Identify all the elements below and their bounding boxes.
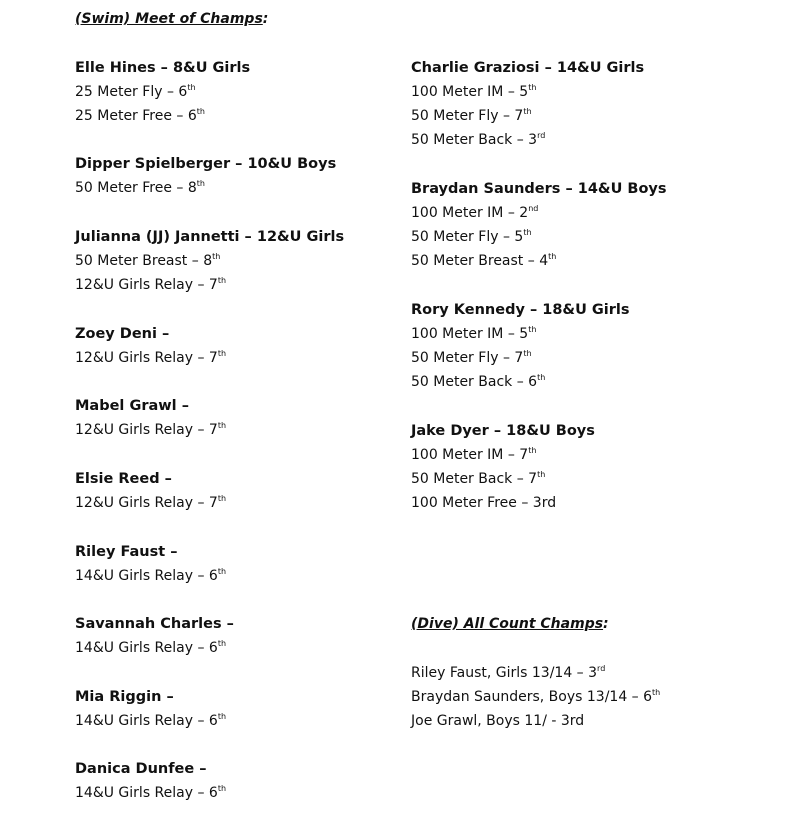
result-line (75, 566, 226, 586)
result-text: 100 Meter IM – 5 (411, 326, 529, 342)
result-text: 50 Meter Free – 8 (75, 180, 197, 196)
result-line (75, 783, 226, 803)
ordinal-suffix: th (196, 179, 206, 188)
dive-title-text: (Dive) All Count Champs (411, 616, 604, 632)
swimmer-heading: Charlie Graziosi – 14&U Girls (411, 60, 645, 76)
ordinal-suffix: th (187, 83, 196, 92)
ordinal-suffix: th (523, 349, 532, 358)
ordinal-suffix: rd (597, 664, 606, 673)
swimmer-heading: Elle Hines – 8&U Girls (75, 60, 251, 76)
ordinal-suffix: th (528, 446, 537, 455)
ordinal-suffix: th (212, 252, 221, 261)
ordinal-suffix: th (548, 252, 557, 261)
result-line (411, 445, 536, 465)
ordinal-suffix: th (528, 325, 537, 334)
result-line (411, 130, 545, 150)
ordinal-suffix: th (217, 276, 227, 285)
dive-section-title (411, 614, 609, 634)
result-text: 14&U Girls Relay – 6 (75, 785, 218, 801)
result-line (75, 251, 220, 271)
result-text: 50 Meter Breast – 4 (411, 253, 549, 269)
result-text: 50 Meter Fly – 7 (411, 108, 524, 124)
result-line (411, 324, 536, 344)
result-line (411, 469, 545, 489)
result-text: 50 Meter Back – 6 (411, 374, 538, 390)
result-line (411, 227, 532, 247)
result-text: 14&U Girls Relay – 6 (75, 568, 218, 584)
ordinal-suffix: th (537, 470, 546, 479)
result-line (75, 178, 205, 198)
result-line (75, 638, 226, 658)
swim-section-title (75, 9, 268, 29)
result-text: 12&U Girls Relay – 7 (75, 422, 218, 438)
result-line (411, 82, 536, 102)
result-text: 100 Meter IM – 5 (411, 84, 529, 100)
result-text: 50 Meter Back – 3 (411, 132, 538, 148)
ordinal-suffix: th (523, 107, 532, 116)
swimmer-heading: Elsie Reed – (75, 471, 172, 487)
ordinal-suffix: th (217, 421, 227, 430)
ordinal-suffix: th (217, 712, 227, 721)
result-text: 100 Meter IM – 2 (411, 205, 529, 221)
result-line (75, 106, 205, 126)
ordinal-suffix: th (217, 567, 227, 576)
swimmer-heading: Dipper Spielberger – 10&U Boys (75, 156, 337, 172)
result-line (75, 82, 196, 102)
result-text: 50 Meter Fly – 5 (411, 229, 524, 245)
result-line (75, 348, 226, 368)
result-text: 50 Meter Breast – 8 (75, 253, 213, 269)
swimmer-heading: Riley Faust – (75, 544, 178, 560)
result-text: 12&U Girls Relay – 7 (75, 277, 218, 293)
swimmer-heading: Savannah Charles – (75, 616, 234, 632)
swimmer-heading: Julianna (JJ) Jannetti – 12&U Girls (75, 229, 345, 245)
result-line (411, 372, 545, 392)
result-text: 12&U Girls Relay – 7 (75, 350, 218, 366)
dive-title-colon: : (603, 616, 609, 632)
result-text: 14&U Girls Relay – 6 (75, 713, 218, 729)
result-text: 25 Meter Free – 6 (75, 108, 197, 124)
result-text: 25 Meter Fly – 6 (75, 84, 188, 100)
result-line (411, 203, 538, 223)
ordinal-suffix: th (523, 228, 532, 237)
result-line (411, 711, 584, 731)
swimmer-heading: Rory Kennedy – 18&U Girls (411, 302, 630, 318)
result-text: Riley Faust, Girls 13/14 – 3 (411, 665, 598, 681)
ordinal-suffix: th (217, 494, 227, 503)
result-line (75, 420, 226, 440)
ordinal-suffix: th (528, 83, 537, 92)
swimmer-heading: Mabel Grawl – (75, 398, 189, 414)
ordinal-suffix: nd (528, 204, 539, 213)
ordinal-suffix: th (537, 373, 546, 382)
ordinal-suffix: th (217, 784, 227, 793)
result-line (411, 106, 532, 126)
ordinal-suffix: th (652, 688, 661, 697)
result-text: 100 Meter Free – 3rd (411, 495, 557, 511)
swimmer-heading: Zoey Deni – (75, 326, 170, 342)
result-text: 50 Meter Fly – 7 (411, 350, 524, 366)
result-text: 50 Meter Back – 7 (411, 471, 538, 487)
result-line (75, 711, 226, 731)
result-text: Braydan Saunders, Boys 13/14 – 6 (411, 689, 653, 705)
swimmer-heading: Danica Dunfee – (75, 761, 207, 777)
swimmer-heading: Mia Riggin – (75, 689, 174, 705)
result-text: 100 Meter IM – 7 (411, 447, 529, 463)
swimmer-heading: Braydan Saunders – 14&U Boys (411, 181, 667, 197)
result-line (411, 493, 556, 513)
ordinal-suffix: th (217, 639, 227, 648)
result-line (411, 251, 556, 271)
ordinal-suffix: rd (537, 131, 546, 140)
swimmer-heading: Jake Dyer – 18&U Boys (411, 423, 595, 439)
result-line (411, 348, 532, 368)
result-line (75, 493, 226, 513)
result-line (75, 275, 226, 295)
ordinal-suffix: th (217, 349, 227, 358)
result-line (411, 663, 605, 683)
result-text: Joe Grawl, Boys 11/ - 3rd (411, 713, 585, 729)
swim-title-colon: : (262, 11, 269, 27)
ordinal-suffix: th (196, 107, 206, 116)
result-line (411, 687, 660, 707)
result-text: 14&U Girls Relay – 6 (75, 640, 218, 656)
result-text: 12&U Girls Relay – 7 (75, 495, 218, 511)
swim-title-text: (Swim) Meet of Champs (75, 11, 263, 27)
